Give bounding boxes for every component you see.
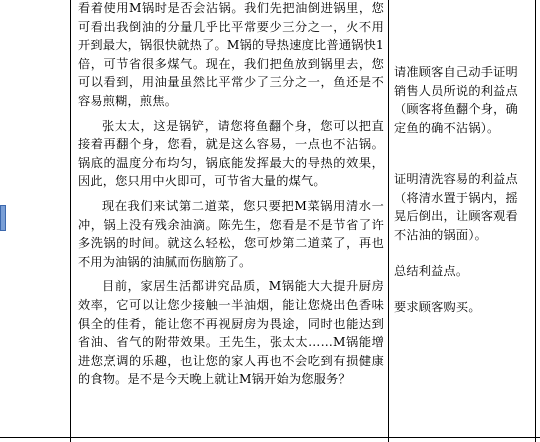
note-item: 总结利益点。 [394,264,469,278]
script-paragraph: 目前，家居生活都讲究品质，M锅能大大提升厨房效率，它可以让您少接触一半油烟，能让您烧出色香味俱全的佳肴，能让您不再视厨房为畏途，同时也能达到省油、省气的附带效果。王先生，张太太……M锅能增进您烹调的乐趣，也让您的家人再也不会吃到有损健康的食物。是不是今天晚上就让M锅开始为您服务？ [78,279,384,387]
table-border-left [70,0,71,442]
script-paragraph: 现在我们来试第二道菜，您只要把M菜锅用清水一冲，锅上没有残余油滴。陈先生，您看是不是节省了许多洗锅的时间。就这么轻松，您可炒第二道菜了，再也不用为油锅的油腻而伤脑筋了。 [78,198,384,269]
script-column [78,0,384,442]
table-border-right [535,0,536,442]
note-item: 请准顾客自己动手证明销售人员所说的利益点（顾客将鱼翻个身，确定鱼的确不沾锅）。 [394,65,518,135]
notes-column [394,0,534,442]
script-paragraph: 看着使用M锅时是否会沾锅。我们先把油倒进锅里，您可看出我倒油的分量几乎比平常要少三分之一，火不用开到最大，锅很快就热了。M锅的导热速度比普通锅快1倍，可节省很多煤气。现在，我们把鱼放到锅里去，您可以看到，用油量虽然比平常少了三分之一，鱼还是不容易煎糊，煎焦。 [78,1,384,108]
note-item: 要求顾客购买。 [394,300,481,314]
note-item: 证明清洗容易的利益点（将清水置于锅内，摇晃后倒出，让顾客观看不沾油的锅面）。 [394,172,518,242]
table-column-divider [388,0,389,442]
script-paragraph: 张太太，这是锅铲，请您将鱼翻个身，您可以把直接着再翻个身，您看，就是这么容易，一点也不沾锅。锅底的温度分布均匀，锅底能发挥最大的导热的效果，因此，您只用中火即可，可节省大量的煤气。 [78,118,384,189]
scrollbar-thumb[interactable] [0,205,6,231]
